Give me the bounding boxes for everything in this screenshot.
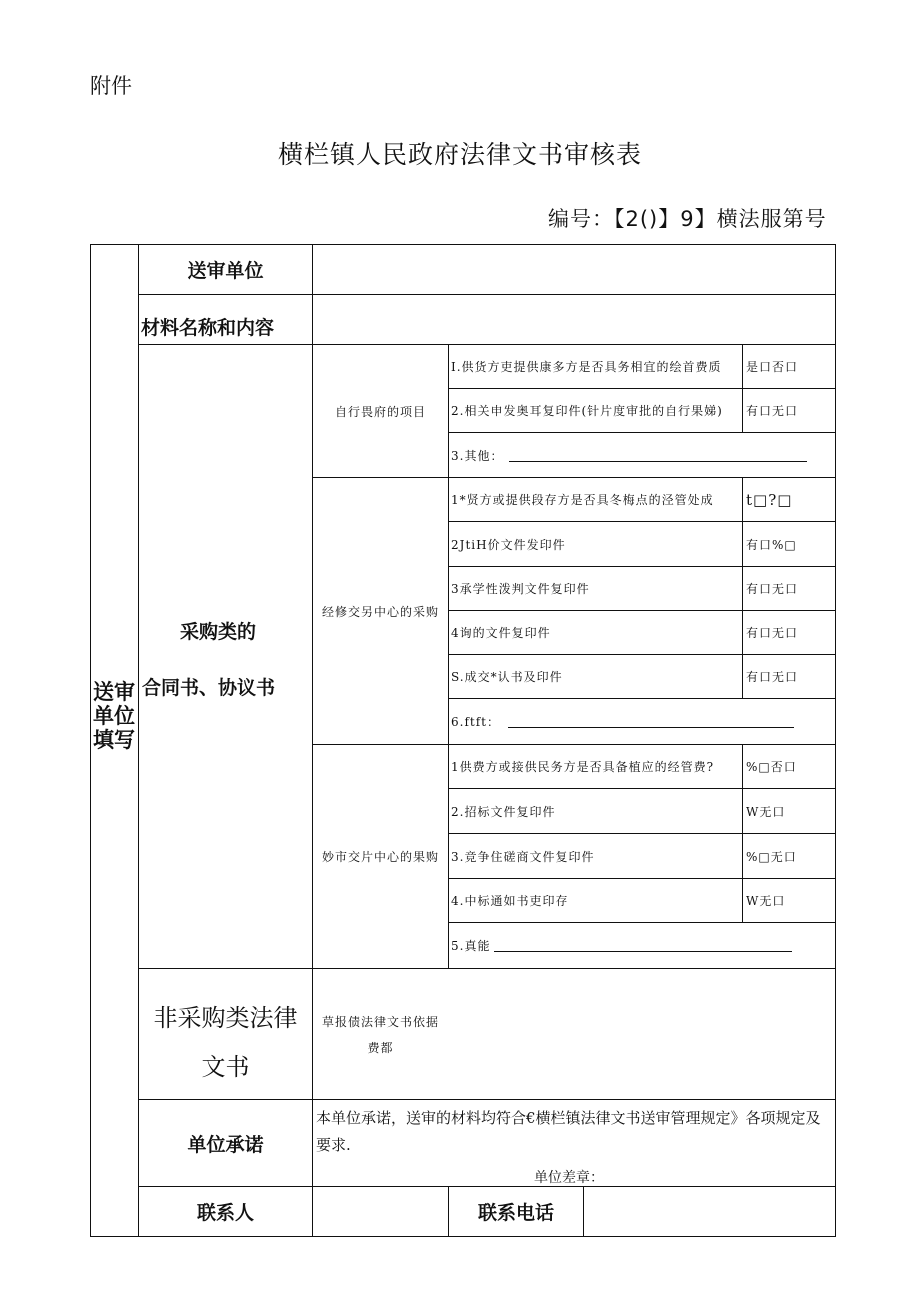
checklist-item: 2JtiH价文件发印件: [451, 537, 566, 552]
fill-line[interactable]: [508, 715, 794, 728]
checklist-item: 2.相关申发奥耳复印件(针片度审批的自行果娣): [451, 404, 723, 418]
checkbox-group[interactable]: W无口: [746, 894, 786, 908]
checklist-item: S.成交*认书及印件: [451, 670, 563, 684]
checklist-item: I.供货方吏提供康多方是否具务相宜的绘首费质: [451, 360, 722, 374]
commitment-label: 单位承诺: [187, 1133, 264, 1156]
serial-number: 编号：【2()】9】横法服第号: [548, 207, 827, 231]
group-trading-center: 经修交另中心的采购: [321, 604, 439, 619]
checkbox-group[interactable]: 有口无口: [746, 670, 799, 684]
checkbox-group[interactable]: 有口无口: [746, 404, 799, 418]
checklist-item: 4.中标通如书吏印存: [451, 894, 569, 908]
checkbox-group[interactable]: %□否口: [746, 760, 797, 774]
checklist-item: 1供费方或接供民务方是否具备植应的经管费?: [451, 760, 715, 774]
checklist-item: 4询的文件复印件: [451, 626, 551, 640]
unit-label: 送审单位: [187, 260, 264, 282]
checkbox-group[interactable]: 有口%□: [746, 537, 797, 552]
checkbox-group[interactable]: 是口否口: [746, 360, 799, 374]
material-field[interactable]: [313, 295, 835, 344]
checklist-item: 3.竞争住磋商文件复印件: [451, 849, 595, 864]
contact-label: 联系人: [196, 1202, 254, 1224]
checklist-item-label: 5.真能: [451, 939, 491, 953]
checklist-item-other[interactable]: [451, 699, 835, 744]
checkbox-group[interactable]: t□?□: [746, 490, 793, 509]
procurement-label-line1: 采购类的: [180, 620, 257, 643]
form-title: 横栏镇人民政府法律文书审核表: [277, 140, 642, 169]
fill-line[interactable]: [509, 449, 807, 462]
checkbox-group[interactable]: W无口: [746, 804, 786, 819]
non-procurement-label-line1: 非采购类法律: [153, 1003, 298, 1032]
checkbox-group[interactable]: %□无口: [746, 849, 797, 864]
non-procurement-field[interactable]: [449, 969, 835, 1099]
seal-label: 单位差章：: [534, 1170, 604, 1186]
non-procurement-basis-line1: 草报债法律文书依据: [321, 1014, 439, 1029]
non-procurement-label-line2: 文书: [201, 1052, 250, 1081]
material-label: 材料名称和内容: [141, 317, 275, 339]
unit-field[interactable]: [313, 245, 835, 294]
checklist-item-label: 3.其他：: [451, 448, 504, 463]
phone-label: 联系电话: [477, 1202, 554, 1224]
phone-field[interactable]: [584, 1187, 835, 1236]
checklist-item: 1*贤方或提供段存方是否具冬梅点的泾管处成: [451, 493, 714, 507]
checkbox-group[interactable]: 有口无口: [746, 582, 799, 596]
group-public-resource-center: 妙市交片中心的果购: [321, 850, 439, 864]
attachment-label: 附件: [90, 74, 132, 98]
contact-field[interactable]: [313, 1187, 448, 1236]
fill-line[interactable]: [494, 939, 792, 952]
checkbox-group[interactable]: 有口无口: [746, 626, 799, 640]
checklist-item-label: 6.ftft：: [451, 715, 500, 729]
checklist-item-other[interactable]: [451, 923, 835, 968]
non-procurement-basis-line2: 费都: [367, 1040, 394, 1055]
commitment-text: 本单位承诺，送审的材料均符合€横栏镇法律文书送审管理规定》各项规定及要求.: [316, 1109, 821, 1154]
checklist-item-other[interactable]: [451, 433, 835, 477]
side-label: 送审单位填写: [93, 680, 135, 752]
group-self-procurement: 自行畏府的项目: [334, 404, 426, 419]
checklist-item: 2.招标文件复印件: [451, 804, 556, 819]
checklist-item: 3承学性泼判文件复印件: [451, 582, 590, 596]
procurement-label-line2: 合同书、协议书: [142, 676, 276, 699]
